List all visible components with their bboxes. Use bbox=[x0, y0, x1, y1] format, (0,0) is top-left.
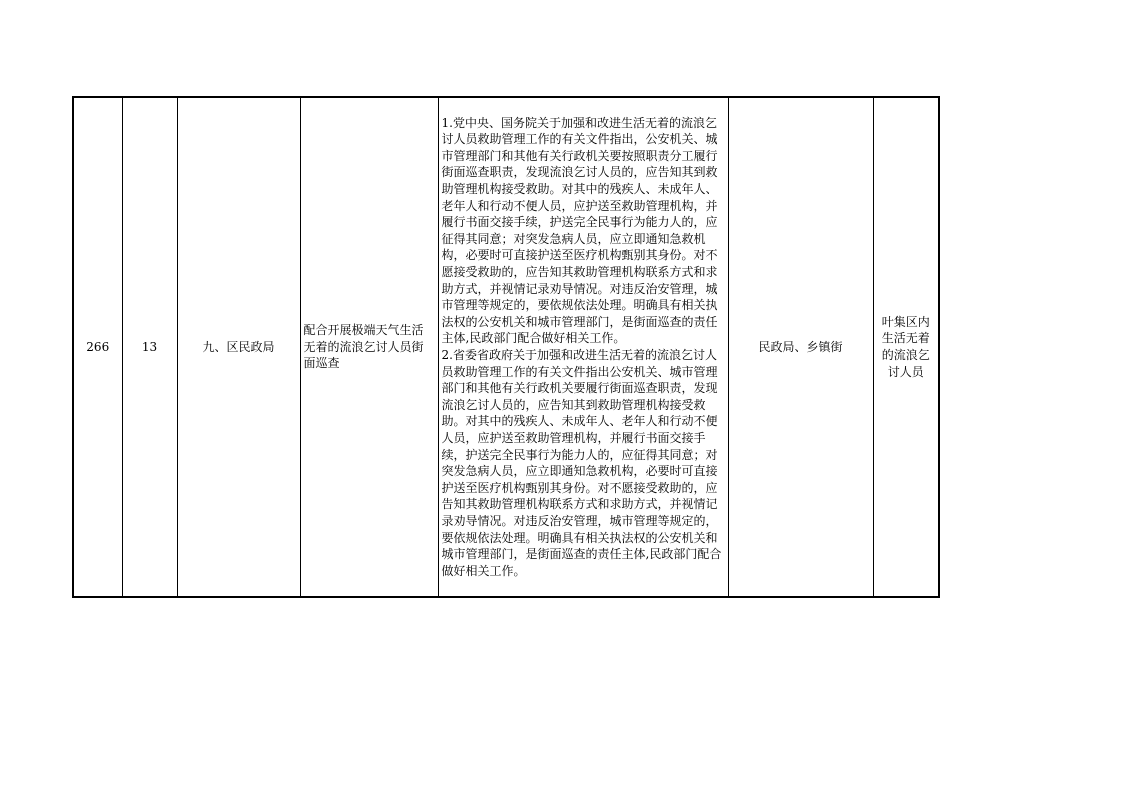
cooperating-units-cell: 民政局、乡镇街 bbox=[728, 97, 873, 597]
sub-number-cell: 13 bbox=[122, 97, 177, 597]
basis-paragraph-2: 2.省委省政府关于加强和改进生活无着的流浪乞讨人员救助管理工作的有关文件指出公安机关、城市管理部门和其他有关行政机关要履行街面巡查职责，发现流浪乞讨人员的，应告知其到救助管理机构接受救助。对其中的残疾人、未成年人、老年人和行动不便人员，应护送至救助管理机构，并履行书面交接手续，护送完全民事行为能力人的，应征得其同意；对突发急病人员，应立即通知急救机构，必要时可直接护送至医疗机构甄别其身份。对不愿接受救助的，应告知其救助管理机构联系方式和求助方式，并视情记录劝导情况。对违反治安管理，城市管理等规定的，要依规依法处理。明确具有相关执法权的公安机关和城市管理部门，是街面巡查的责任主体,民政部门配合做好相关工作。 bbox=[441, 348, 722, 578]
department-cell: 九、区民政局 bbox=[177, 97, 300, 597]
item-name-cell: 配合开展极端天气生活无着的流浪乞讨人员街面巡查 bbox=[300, 97, 438, 597]
responsibility-table bbox=[72, 96, 940, 598]
basis-paragraph-1: 1.党中央、国务院关于加强和改进生活无着的流浪乞讨人员救助管理工作的有关文件指出，公安机关、城市管理部门和其他有关行政机关要按照职责分工履行街面巡查职责，发现流浪乞讨人员的，应告知其到救助管理机构接受救助。对其中的残疾人、未成年人、老年人和行动不便人员，应护送至救助管理机构，并履行书面交接手续，护送完全民事行为能力人的，应征得其同意；对突发急病人员，应立即通知急救机构，必要时可直接护送至医疗机构甄别其身份。对不愿接受救助的，应告知其救助管理机构联系方式和求助方式，并视情记录劝导情况。对违反治安管理，城市管理等规定的，要依规依法处理。明确具有相关执法权的公安机关和城市管理部门，是街面巡查的责任主体,民政部门配合做好相关工作。 bbox=[441, 115, 718, 346]
serial-number-cell: 266 bbox=[73, 97, 122, 597]
target-cell: 叶集区内生活无着的流浪乞讨人员 bbox=[873, 97, 939, 597]
table-row bbox=[73, 97, 939, 597]
basis-cell bbox=[438, 97, 728, 597]
